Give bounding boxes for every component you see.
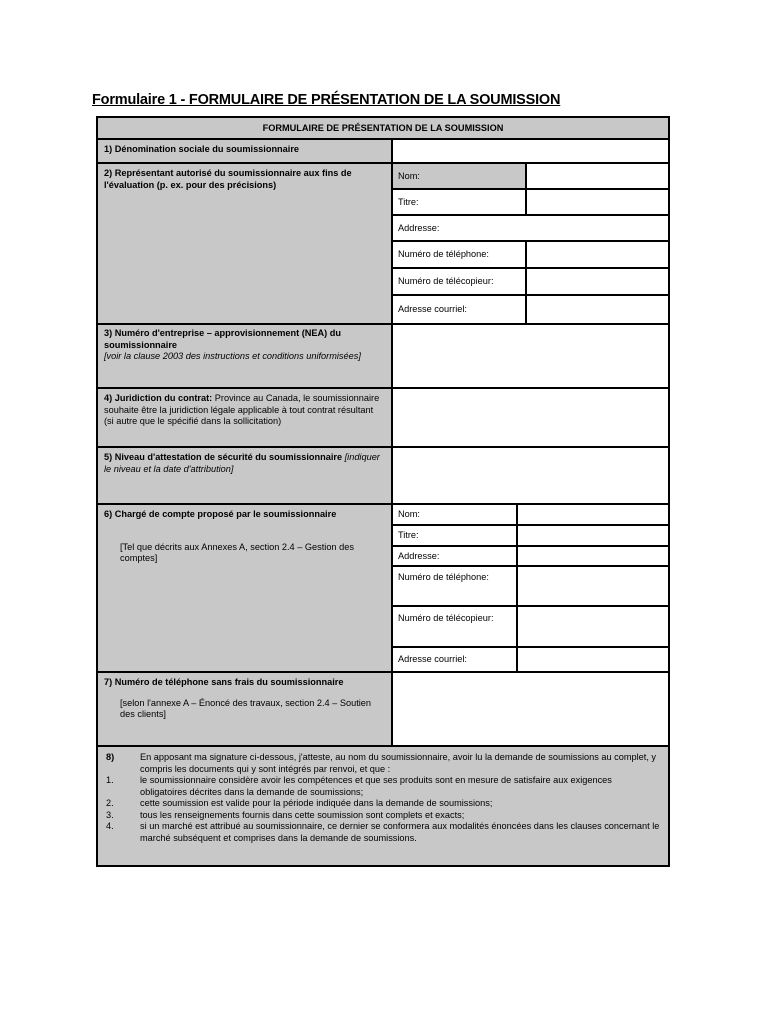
attestation-line xyxy=(106,752,660,775)
row7-note: [selon l'annexe A – Énoncé des travaux, section 2.4 – Soutien des clients] xyxy=(120,697,372,719)
row3-note: [voir la clause 2003 des instructions et conditions uniformisées] xyxy=(104,351,361,361)
rep-email-label: Adresse courriel: xyxy=(392,295,526,324)
row5-label-title: 5) Niveau d'attestation de sécurité du soumissionnaire xyxy=(104,452,343,462)
manager-title-input[interactable] xyxy=(517,525,669,546)
row5-label xyxy=(97,447,392,504)
manager-fax-input[interactable] xyxy=(517,606,669,647)
rep-title-label: Titre: xyxy=(392,189,526,215)
row1-label: 1) Dénomination sociale du soumissionnaire xyxy=(97,139,392,163)
attestation-line xyxy=(106,821,660,844)
rep-name-input[interactable] xyxy=(526,163,669,189)
rep-name-label: Nom: xyxy=(392,163,526,189)
row8-attestation xyxy=(97,746,669,866)
attestation-line xyxy=(106,798,660,810)
manager-name-label: Nom: xyxy=(392,504,517,525)
attestation-line xyxy=(106,775,660,798)
attestation-number: 4. xyxy=(106,821,114,831)
row6-label xyxy=(97,504,392,672)
attestation-text: tous les renseignements fournis dans cette soumission sont complets et exacts; xyxy=(140,809,465,820)
row7-label xyxy=(97,672,392,746)
security-level-input[interactable] xyxy=(392,447,669,504)
attestation-number: 3. xyxy=(106,809,114,820)
manager-phone-label: Numéro de téléphone: xyxy=(392,566,517,606)
row3-label xyxy=(97,324,392,388)
attestation-text: si un marché est attribué au soumissionnaire, ce dernier se conformera aux modalités énoncées dans les clauses concernant le marché subséquent et comprises dans la demande de soumissions. xyxy=(140,821,660,843)
row2-label: 2) Représentant autorisé du soumissionnaire aux fins de l'évaluation (p. ex. pour des précisions) xyxy=(97,163,392,324)
page-title: Formulaire 1 - FORMULAIRE DE PRÉSENTATION DE LA SOUMISSION xyxy=(92,92,561,108)
row4-label-title: 4) Juridiction du contrat: xyxy=(104,393,213,403)
attestation-number: 8) xyxy=(106,752,115,762)
row5-note: [indiquer le niveau et la date d'attribution] xyxy=(104,452,380,474)
rep-fax-input[interactable] xyxy=(526,268,669,295)
row3-label-text: 3) Numéro d'entreprise – approvisionnement (NEA) du soumissionnaire xyxy=(104,328,342,350)
row6-label-text: 6) Chargé de compte proposé par le soumissionnaire xyxy=(104,509,337,519)
manager-title-label: Titre: xyxy=(392,525,517,546)
submission-form-table xyxy=(96,116,670,867)
rep-title-input[interactable] xyxy=(526,189,669,215)
attestation-number: 2. xyxy=(106,798,114,808)
toll-free-input[interactable] xyxy=(392,672,669,746)
rep-phone-input[interactable] xyxy=(526,241,669,268)
manager-email-label: Adresse courriel: xyxy=(392,647,517,672)
rep-phone-label: Numéro de téléphone: xyxy=(392,241,526,268)
attestation-text: cette soumission est valide pour la période indiquée dans la demande de soumissions; xyxy=(140,798,493,808)
manager-name-input[interactable] xyxy=(517,504,669,525)
row4-label-rest: Province au Canada, le soumissionnaire souhaite être la juridiction légale applicable à tout contrat résultant (si autre que le spécifié dans la sollicitation) xyxy=(104,393,380,426)
manager-address-input[interactable] xyxy=(517,546,669,566)
row6-note: [Tel que décrits aux Annexes A, section 2.4 – Gestion des comptes] xyxy=(120,541,354,563)
attestation-text: En apposant ma signature ci-dessous, j'atteste, au nom du soumissionnaire, avoir lu la demande de soumissions au complet, y compris les documents qui y sont intégrés par renvoi, et que : xyxy=(140,752,657,774)
row7-label-text: 7) Numéro de téléphone sans frais du soumissionnaire xyxy=(104,677,344,687)
jurisdiction-input[interactable] xyxy=(392,388,669,447)
attestation-line xyxy=(106,810,660,822)
nea-input[interactable] xyxy=(392,324,669,388)
rep-email-input[interactable] xyxy=(526,295,669,324)
manager-email-input[interactable] xyxy=(517,647,669,672)
company-name-input[interactable] xyxy=(392,139,669,163)
attestation-number: 1. xyxy=(106,775,114,785)
table-header: FORMULAIRE DE PRÉSENTATION DE LA SOUMISSION xyxy=(97,117,669,139)
manager-address-label: Addresse: xyxy=(392,546,517,566)
rep-address-field[interactable]: Addresse: xyxy=(392,215,669,241)
manager-fax-label: Numéro de télécopieur: xyxy=(392,606,517,647)
attestation-text: le soumissionnaire considère avoir les compétences et que ses produits sont en mesure de satisfaire aux exigences obligatoires décrites dans la demande de soumissions; xyxy=(140,775,612,797)
rep-fax-label: Numéro de télécopieur: xyxy=(392,268,526,295)
manager-phone-input[interactable] xyxy=(517,566,669,606)
row4-label xyxy=(97,388,392,447)
